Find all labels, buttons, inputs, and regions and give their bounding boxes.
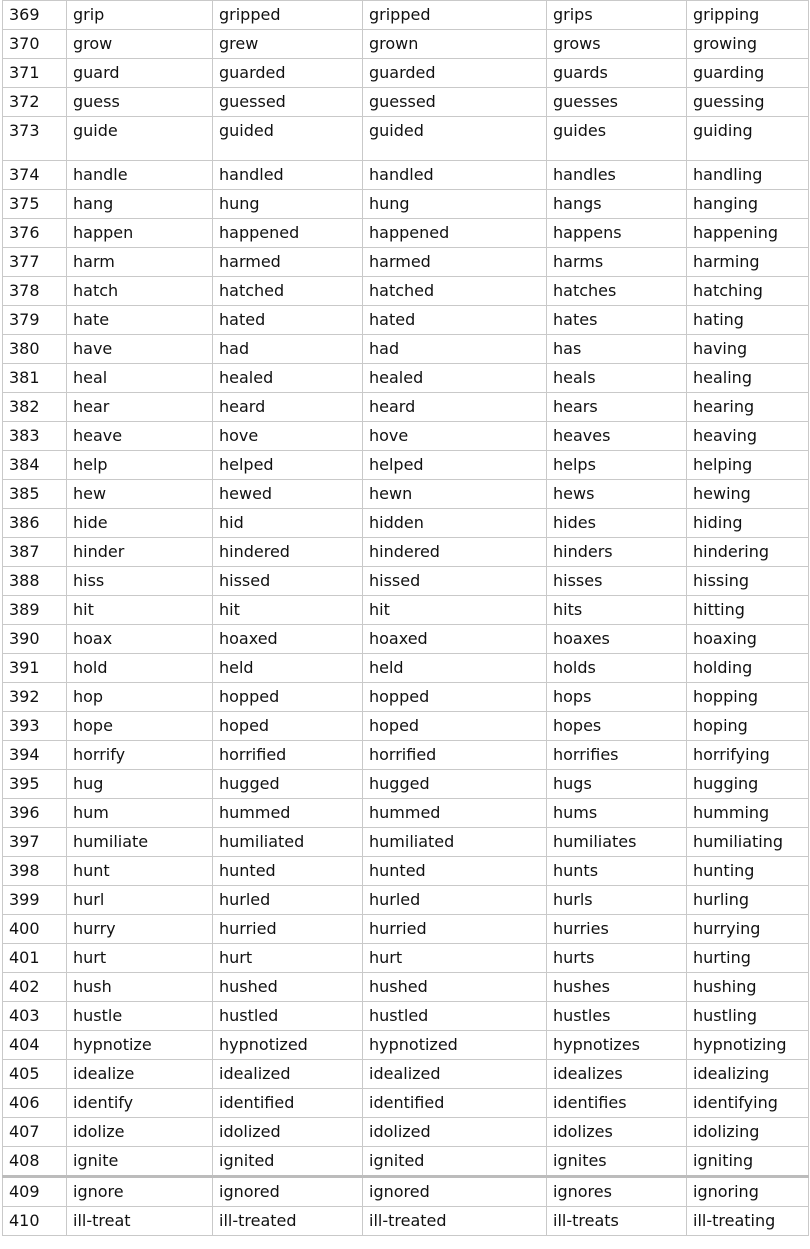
base-form-cell: hit [67,596,213,625]
table-row [3,1060,809,1089]
present-participle-cell: ill-treating [687,1207,809,1236]
third-person-cell: heals [547,364,687,393]
past-simple-cell: hunted [213,857,363,886]
base-form-cell: grow [67,30,213,59]
past-simple-cell: healed [213,364,363,393]
past-simple-cell: ignited [213,1147,363,1177]
past-simple-cell: hummed [213,799,363,828]
base-form-cell: ignore [67,1177,213,1207]
table-row [3,30,809,59]
row-number-cell: 391 [3,654,67,683]
present-participle-cell: hindering [687,538,809,567]
past-simple-cell: had [213,335,363,364]
table-row [3,117,809,161]
third-person-cell: horrifies [547,741,687,770]
present-participle-cell: hoping [687,712,809,741]
past-simple-cell: hit [213,596,363,625]
table-row [3,480,809,509]
past-simple-cell: heard [213,393,363,422]
row-number-cell: 387 [3,538,67,567]
third-person-cell: hushes [547,973,687,1002]
row-number-cell: 410 [3,1207,67,1236]
past-simple-cell: hypnotized [213,1031,363,1060]
table-row [3,1147,809,1177]
past-simple-cell: handled [213,161,363,190]
table-row [3,306,809,335]
table-row [3,1031,809,1060]
table-row [3,712,809,741]
row-number-cell: 382 [3,393,67,422]
table-row [3,364,809,393]
base-form-cell: horrify [67,741,213,770]
present-participle-cell: gripping [687,1,809,30]
past-participle-cell: guarded [363,59,547,88]
row-number-cell: 370 [3,30,67,59]
past-participle-cell: identified [363,1089,547,1118]
table-row [3,88,809,117]
past-simple-cell: guessed [213,88,363,117]
third-person-cell: guesses [547,88,687,117]
row-number-cell: 374 [3,161,67,190]
row-number-cell: 405 [3,1060,67,1089]
table-row [3,509,809,538]
third-person-cell: guides [547,117,687,161]
third-person-cell: hews [547,480,687,509]
past-participle-cell: hidden [363,509,547,538]
row-number-cell: 389 [3,596,67,625]
present-participle-cell: harming [687,248,809,277]
past-participle-cell: healed [363,364,547,393]
table-row [3,857,809,886]
third-person-cell: hinders [547,538,687,567]
base-form-cell: ignite [67,1147,213,1177]
third-person-cell: holds [547,654,687,683]
present-participle-cell: handling [687,161,809,190]
third-person-cell: identifies [547,1089,687,1118]
row-number-cell: 406 [3,1089,67,1118]
row-number-cell: 385 [3,480,67,509]
past-participle-cell: idealized [363,1060,547,1089]
present-participle-cell: hypnotizing [687,1031,809,1060]
past-participle-cell: hugged [363,770,547,799]
table-row [3,1207,809,1236]
past-simple-cell: guided [213,117,363,161]
third-person-cell: hatches [547,277,687,306]
past-simple-cell: happened [213,219,363,248]
past-participle-cell: held [363,654,547,683]
table-row [3,567,809,596]
past-participle-cell: ignored [363,1177,547,1207]
past-participle-cell: hung [363,190,547,219]
row-number-cell: 393 [3,712,67,741]
past-participle-cell: happened [363,219,547,248]
present-participle-cell: hating [687,306,809,335]
table-row [3,335,809,364]
base-form-cell: idolize [67,1118,213,1147]
present-participle-cell: hitting [687,596,809,625]
table-row [3,1,809,30]
third-person-cell: idealizes [547,1060,687,1089]
third-person-cell: ignores [547,1177,687,1207]
past-participle-cell: hove [363,422,547,451]
table-row [3,770,809,799]
table-row [3,683,809,712]
past-participle-cell: ignited [363,1147,547,1177]
past-participle-cell: hunted [363,857,547,886]
present-participle-cell: holding [687,654,809,683]
past-participle-cell: hatched [363,277,547,306]
past-participle-cell: hindered [363,538,547,567]
row-number-cell: 379 [3,306,67,335]
past-simple-cell: ill-treated [213,1207,363,1236]
past-simple-cell: hurried [213,915,363,944]
row-number-cell: 396 [3,799,67,828]
past-participle-cell: ill-treated [363,1207,547,1236]
row-number-cell: 404 [3,1031,67,1060]
third-person-cell: hurts [547,944,687,973]
table-row [3,59,809,88]
third-person-cell: has [547,335,687,364]
present-participle-cell: guessing [687,88,809,117]
table-row [3,654,809,683]
present-participle-cell: hurrying [687,915,809,944]
row-number-cell: 397 [3,828,67,857]
past-participle-cell: guided [363,117,547,161]
past-simple-cell: hatched [213,277,363,306]
third-person-cell: humiliates [547,828,687,857]
base-form-cell: handle [67,161,213,190]
past-simple-cell: hurled [213,886,363,915]
present-participle-cell: hanging [687,190,809,219]
present-participle-cell: idealizing [687,1060,809,1089]
row-number-cell: 402 [3,973,67,1002]
present-participle-cell: hopping [687,683,809,712]
past-participle-cell: hit [363,596,547,625]
table-row [3,828,809,857]
table-row [3,625,809,654]
base-form-cell: hate [67,306,213,335]
third-person-cell: hits [547,596,687,625]
present-participle-cell: hunting [687,857,809,886]
third-person-cell: hoaxes [547,625,687,654]
base-form-cell: hypnotize [67,1031,213,1060]
table-row [3,1118,809,1147]
row-number-cell: 376 [3,219,67,248]
past-participle-cell: hushed [363,973,547,1002]
table-row [3,886,809,915]
third-person-cell: hates [547,306,687,335]
base-form-cell: hinder [67,538,213,567]
table-row [3,277,809,306]
base-form-cell: ill-treat [67,1207,213,1236]
past-participle-cell: hypnotized [363,1031,547,1060]
present-participle-cell: identifying [687,1089,809,1118]
base-form-cell: heal [67,364,213,393]
third-person-cell: hunts [547,857,687,886]
third-person-cell: hides [547,509,687,538]
third-person-cell: heaves [547,422,687,451]
past-participle-cell: guessed [363,88,547,117]
third-person-cell: hustles [547,1002,687,1031]
present-participle-cell: horrifying [687,741,809,770]
past-participle-cell: idolized [363,1118,547,1147]
row-number-cell: 400 [3,915,67,944]
present-participle-cell: hiding [687,509,809,538]
third-person-cell: hums [547,799,687,828]
past-simple-cell: hung [213,190,363,219]
table-row [3,451,809,480]
past-simple-cell: harmed [213,248,363,277]
row-number-cell: 384 [3,451,67,480]
verb-forms-table [2,0,809,1236]
base-form-cell: hold [67,654,213,683]
past-simple-cell: humiliated [213,828,363,857]
third-person-cell: hypnotizes [547,1031,687,1060]
table-row [3,596,809,625]
past-simple-cell: hugged [213,770,363,799]
base-form-cell: guess [67,88,213,117]
base-form-cell: hurry [67,915,213,944]
verb-forms-body [3,1,809,1236]
past-participle-cell: had [363,335,547,364]
past-simple-cell: guarded [213,59,363,88]
row-number-cell: 381 [3,364,67,393]
past-simple-cell: held [213,654,363,683]
base-form-cell: hum [67,799,213,828]
base-form-cell: heave [67,422,213,451]
base-form-cell: hear [67,393,213,422]
past-participle-cell: hoped [363,712,547,741]
base-form-cell: hop [67,683,213,712]
present-participle-cell: hurting [687,944,809,973]
present-participle-cell: guiding [687,117,809,161]
base-form-cell: guard [67,59,213,88]
table-row [3,219,809,248]
base-form-cell: idealize [67,1060,213,1089]
past-participle-cell: hopped [363,683,547,712]
past-participle-cell: harmed [363,248,547,277]
past-participle-cell: grown [363,30,547,59]
past-simple-cell: idolized [213,1118,363,1147]
past-simple-cell: grew [213,30,363,59]
row-number-cell: 390 [3,625,67,654]
base-form-cell: hurl [67,886,213,915]
present-participle-cell: hoaxing [687,625,809,654]
row-number-cell: 392 [3,683,67,712]
past-simple-cell: hove [213,422,363,451]
third-person-cell: hopes [547,712,687,741]
third-person-cell: helps [547,451,687,480]
row-number-cell: 401 [3,944,67,973]
row-number-cell: 373 [3,117,67,161]
third-person-cell: hurls [547,886,687,915]
present-participle-cell: humming [687,799,809,828]
table-row [3,944,809,973]
present-participle-cell: hatching [687,277,809,306]
past-simple-cell: hurt [213,944,363,973]
third-person-cell: ill-treats [547,1207,687,1236]
past-simple-cell: gripped [213,1,363,30]
present-participle-cell: idolizing [687,1118,809,1147]
row-number-cell: 409 [3,1177,67,1207]
past-simple-cell: identified [213,1089,363,1118]
past-participle-cell: horrified [363,741,547,770]
base-form-cell: hurt [67,944,213,973]
present-participle-cell: growing [687,30,809,59]
present-participle-cell: hushing [687,973,809,1002]
past-simple-cell: hushed [213,973,363,1002]
third-person-cell: grows [547,30,687,59]
past-participle-cell: hoaxed [363,625,547,654]
row-number-cell: 372 [3,88,67,117]
base-form-cell: have [67,335,213,364]
base-form-cell: hustle [67,1002,213,1031]
base-form-cell: hunt [67,857,213,886]
base-form-cell: humiliate [67,828,213,857]
base-form-cell: hush [67,973,213,1002]
present-participle-cell: heaving [687,422,809,451]
table-row [3,393,809,422]
past-participle-cell: handled [363,161,547,190]
past-participle-cell: heard [363,393,547,422]
base-form-cell: hug [67,770,213,799]
past-participle-cell: hummed [363,799,547,828]
base-form-cell: hatch [67,277,213,306]
third-person-cell: guards [547,59,687,88]
row-number-cell: 408 [3,1147,67,1177]
present-participle-cell: healing [687,364,809,393]
past-participle-cell: gripped [363,1,547,30]
third-person-cell: hangs [547,190,687,219]
present-participle-cell: helping [687,451,809,480]
present-participle-cell: guarding [687,59,809,88]
past-participle-cell: hustled [363,1002,547,1031]
row-number-cell: 394 [3,741,67,770]
present-participle-cell: hearing [687,393,809,422]
past-participle-cell: hurt [363,944,547,973]
present-participle-cell: happening [687,219,809,248]
present-participle-cell: ignoring [687,1177,809,1207]
past-participle-cell: hewn [363,480,547,509]
row-number-cell: 395 [3,770,67,799]
past-simple-cell: hoped [213,712,363,741]
past-participle-cell: helped [363,451,547,480]
base-form-cell: hide [67,509,213,538]
third-person-cell: harms [547,248,687,277]
past-simple-cell: ignored [213,1177,363,1207]
table-row [3,538,809,567]
present-participle-cell: igniting [687,1147,809,1177]
table-row [3,741,809,770]
base-form-cell: harm [67,248,213,277]
third-person-cell: happens [547,219,687,248]
row-number-cell: 399 [3,886,67,915]
row-number-cell: 398 [3,857,67,886]
past-participle-cell: hurled [363,886,547,915]
base-form-cell: grip [67,1,213,30]
past-simple-cell: hewed [213,480,363,509]
past-simple-cell: hissed [213,567,363,596]
base-form-cell: hoax [67,625,213,654]
row-number-cell: 407 [3,1118,67,1147]
third-person-cell: ignites [547,1147,687,1177]
third-person-cell: hears [547,393,687,422]
row-number-cell: 403 [3,1002,67,1031]
present-participle-cell: hugging [687,770,809,799]
table-row [3,1002,809,1031]
past-participle-cell: hissed [363,567,547,596]
table-row [3,799,809,828]
table-row [3,190,809,219]
base-form-cell: guide [67,117,213,161]
table-row [3,422,809,451]
table-row [3,915,809,944]
row-number-cell: 369 [3,1,67,30]
past-participle-cell: humiliated [363,828,547,857]
present-participle-cell: hurling [687,886,809,915]
third-person-cell: handles [547,161,687,190]
past-simple-cell: hid [213,509,363,538]
past-simple-cell: hustled [213,1002,363,1031]
base-form-cell: happen [67,219,213,248]
third-person-cell: hurries [547,915,687,944]
row-number-cell: 383 [3,422,67,451]
present-participle-cell: hewing [687,480,809,509]
past-simple-cell: horrified [213,741,363,770]
row-number-cell: 380 [3,335,67,364]
base-form-cell: hope [67,712,213,741]
past-simple-cell: helped [213,451,363,480]
row-number-cell: 377 [3,248,67,277]
base-form-cell: hang [67,190,213,219]
base-form-cell: hew [67,480,213,509]
present-participle-cell: having [687,335,809,364]
third-person-cell: hops [547,683,687,712]
past-simple-cell: hated [213,306,363,335]
past-simple-cell: idealized [213,1060,363,1089]
row-number-cell: 371 [3,59,67,88]
row-number-cell: 375 [3,190,67,219]
base-form-cell: hiss [67,567,213,596]
row-number-cell: 388 [3,567,67,596]
base-form-cell: identify [67,1089,213,1118]
base-form-cell: help [67,451,213,480]
past-simple-cell: hoaxed [213,625,363,654]
table-row [3,1177,809,1207]
third-person-cell: grips [547,1,687,30]
third-person-cell: hugs [547,770,687,799]
past-simple-cell: hindered [213,538,363,567]
row-number-cell: 386 [3,509,67,538]
present-participle-cell: hustling [687,1002,809,1031]
third-person-cell: hisses [547,567,687,596]
table-row [3,973,809,1002]
third-person-cell: idolizes [547,1118,687,1147]
present-participle-cell: hissing [687,567,809,596]
table-row [3,1089,809,1118]
past-participle-cell: hated [363,306,547,335]
table-row [3,248,809,277]
table-row [3,161,809,190]
past-simple-cell: hopped [213,683,363,712]
present-participle-cell: humiliating [687,828,809,857]
past-participle-cell: hurried [363,915,547,944]
row-number-cell: 378 [3,277,67,306]
